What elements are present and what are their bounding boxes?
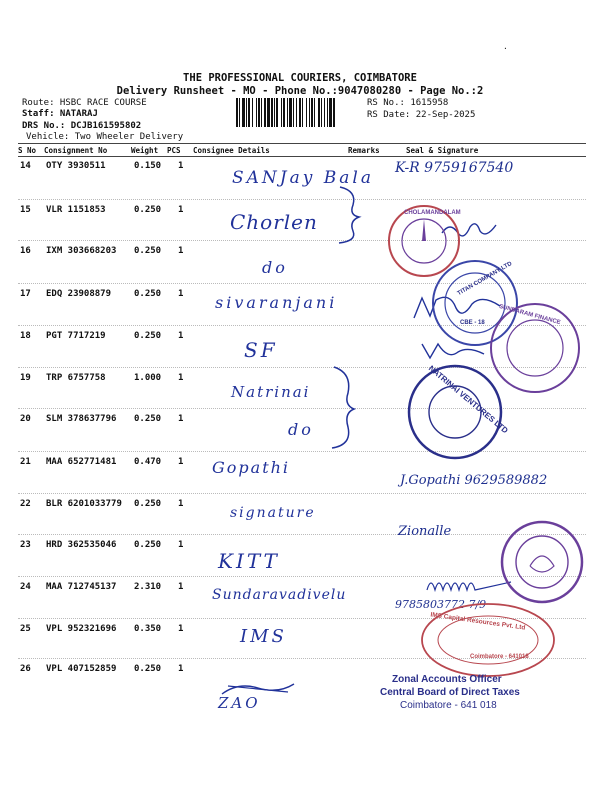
hand-name: sivaranjani (215, 293, 338, 312)
row-pcs: 1 (178, 205, 184, 215)
corner-mark: · (503, 44, 508, 53)
row-weight: 1.000 (134, 373, 162, 383)
col-pcs: PCS (167, 146, 181, 155)
cbdt-stamp-line2: Central Board of Direct Taxes (380, 687, 520, 698)
barcode-bar (314, 98, 315, 127)
col-remarks: Remarks (348, 146, 380, 155)
rs-date: RS Date: 22-Sep-2025 (367, 110, 476, 120)
barcode-bar (318, 98, 320, 127)
table-row (0, 246, 600, 256)
barcode-bar (321, 98, 322, 127)
signature-22: Zionalle (398, 524, 452, 539)
row-weight: 0.250 (134, 289, 162, 299)
barcode-bar (309, 98, 310, 127)
barcode-bar (271, 98, 273, 127)
row-pcs: 1 (178, 624, 184, 634)
signature-21: J.Gopathi 9629589882 (400, 473, 548, 488)
row-pcs: 1 (178, 373, 184, 383)
row-consignment: IXM 303668203 (46, 246, 117, 256)
hand-name: signature (230, 505, 316, 521)
row-pcs: 1 (178, 499, 184, 509)
row-sno: 15 (20, 205, 31, 215)
row-sno: 22 (20, 499, 31, 509)
row-consignment: VPL 407152859 (46, 664, 117, 674)
hand-name: ZAO (218, 694, 261, 712)
row-consignment: TRP 6757758 (46, 373, 106, 383)
barcode-bar (267, 98, 270, 127)
hand-name: do (262, 258, 288, 277)
barcode-bar (283, 98, 285, 127)
barcode-bar (329, 98, 332, 127)
barcode-bar (261, 98, 262, 127)
row-pcs: 1 (178, 161, 184, 171)
chola-stamp-text: CHOLAMANDALAM (404, 210, 461, 216)
rs-no: RS No.: 1615958 (367, 98, 449, 108)
row-consignment: MAA 652771481 (46, 457, 117, 467)
cbdt-stamp-line1: Zonal Accounts Officer (392, 674, 502, 685)
sundaram-stamp-text: SUNDARAM FINANCE (498, 303, 562, 327)
barcode-bar (306, 98, 307, 127)
row-consignment: VLR 1151853 (46, 205, 106, 215)
barcode-bar (327, 98, 328, 127)
col-seal: Seal & Signature (406, 146, 479, 155)
barcode-bar (252, 98, 253, 127)
table-row (0, 457, 600, 467)
barcode-bar (324, 98, 325, 127)
barcode-bar (299, 98, 301, 127)
row-separator (18, 240, 586, 241)
brace-mark (335, 185, 365, 245)
natrinai-stamp-text: NATRINAI VENTURES LTD (426, 363, 510, 436)
hand-name: Gopathi (212, 458, 291, 477)
row-consignment: EDQ 23908879 (46, 289, 112, 299)
barcode-bar (258, 98, 260, 127)
row-pcs: 1 (178, 246, 184, 256)
barcode-bar (302, 98, 303, 127)
barcode-bar (248, 98, 250, 127)
row-sno: 14 (20, 161, 31, 171)
signature-24: 9785803772 7/9 (395, 598, 487, 611)
row-sno: 26 (20, 664, 31, 674)
barcode-bar (311, 98, 313, 127)
header-rule (18, 143, 586, 144)
row-weight: 0.250 (134, 331, 162, 341)
col-consignment: Consignment No (44, 146, 108, 155)
row-sno: 16 (20, 246, 31, 256)
company-seal-icon (498, 518, 586, 606)
row-consignment: PGT 7717219 (46, 331, 106, 341)
row-weight: 0.470 (134, 457, 162, 467)
hand-name: SF (244, 338, 278, 362)
row-consignment: SLM 378637796 (46, 414, 117, 424)
row-weight: 0.250 (134, 246, 162, 256)
row-pcs: 1 (178, 457, 184, 467)
row-pcs: 1 (178, 331, 184, 341)
row-consignment: VPL 952321696 (46, 624, 117, 634)
row-sno: 18 (20, 331, 31, 341)
hand-name: Natrinai (231, 383, 311, 401)
row-weight: 0.250 (134, 499, 162, 509)
signature-14: K-R 9759167540 (395, 160, 514, 176)
barcode-bar (246, 98, 247, 127)
hand-name: IMS (240, 626, 287, 647)
row-sno: 25 (20, 624, 31, 634)
row-weight: 0.250 (134, 205, 162, 215)
column-rule (18, 156, 586, 157)
row-consignment: MAA 712745137 (46, 582, 117, 592)
hand-name: SANJay Bala (232, 168, 374, 188)
row-pcs: 1 (178, 414, 184, 424)
ims-stamp-text: IMS Capital Resources Pvt. Ltd (429, 611, 526, 632)
row-consignment: BLR 6201033779 (46, 499, 122, 509)
row-pcs: 1 (178, 582, 184, 592)
titan-stamp-city: CBE - 18 (460, 320, 485, 326)
row-sno: 19 (20, 373, 31, 383)
strike-mark (218, 678, 298, 700)
row-separator (18, 493, 586, 494)
hand-name: Sundaravadivelu (212, 587, 347, 603)
hand-name: Chorlen (230, 210, 318, 234)
barcode-bar (274, 98, 275, 127)
row-pcs: 1 (178, 664, 184, 674)
hand-name: KITT (218, 549, 280, 573)
vehicle: Vehicle: Two Wheeler Delivery (26, 132, 184, 142)
ims-stamp-city: Coimbatore - 641018 (470, 654, 529, 660)
col-sno: S No (18, 146, 37, 155)
row-weight: 0.250 (134, 540, 162, 550)
barcode-bar (333, 98, 335, 127)
barcode-bar (289, 98, 292, 127)
barcode-bar (281, 98, 282, 127)
row-weight: 0.350 (134, 624, 162, 634)
titan-stamp-text: TITAN COMPANY LTD (456, 260, 514, 298)
row-sno: 24 (20, 582, 31, 592)
row-weight: 2.310 (134, 582, 162, 592)
row-consignment: OTY 3930511 (46, 161, 106, 171)
barcode-bar (296, 98, 297, 127)
barcode-bar (256, 98, 257, 127)
route: Route: HSBC RACE COURSE (22, 98, 147, 108)
barcode-bar (242, 98, 245, 127)
row-sno: 21 (20, 457, 31, 467)
row-consignment: HRD 362535046 (46, 540, 117, 550)
col-consignee: Consignee Details (193, 146, 270, 155)
row-sno: 17 (20, 289, 31, 299)
drs-no: DRS No.: DCJB161595802 (22, 121, 142, 131)
staff: Staff: NATARAJ (22, 109, 98, 119)
barcode-bar (236, 98, 238, 127)
barcode-bar (264, 98, 266, 127)
barcode (236, 98, 362, 127)
barcode-bar (293, 98, 294, 127)
row-separator (18, 199, 586, 200)
barcode-bar (239, 98, 240, 127)
row-pcs: 1 (178, 540, 184, 550)
company-name: THE PROFESSIONAL COURIERS, COIMBATORE (183, 72, 417, 84)
row-weight: 0.250 (134, 664, 162, 674)
row-sno: 20 (20, 414, 31, 424)
hand-name: do (288, 420, 314, 439)
row-weight: 0.150 (134, 161, 162, 171)
col-weight: Weight (131, 146, 159, 155)
row-weight: 0.250 (134, 414, 162, 424)
row-pcs: 1 (178, 289, 184, 299)
cbdt-stamp-line3: Coimbatore - 641 018 (400, 700, 497, 711)
runsheet-subtitle: Delivery Runsheet - MO - Phone No.:9047080280 - Page No.:2 (116, 85, 484, 97)
brace-mark (328, 365, 358, 450)
row-sno: 23 (20, 540, 31, 550)
barcode-bar (276, 98, 278, 127)
barcode-bar (287, 98, 288, 127)
